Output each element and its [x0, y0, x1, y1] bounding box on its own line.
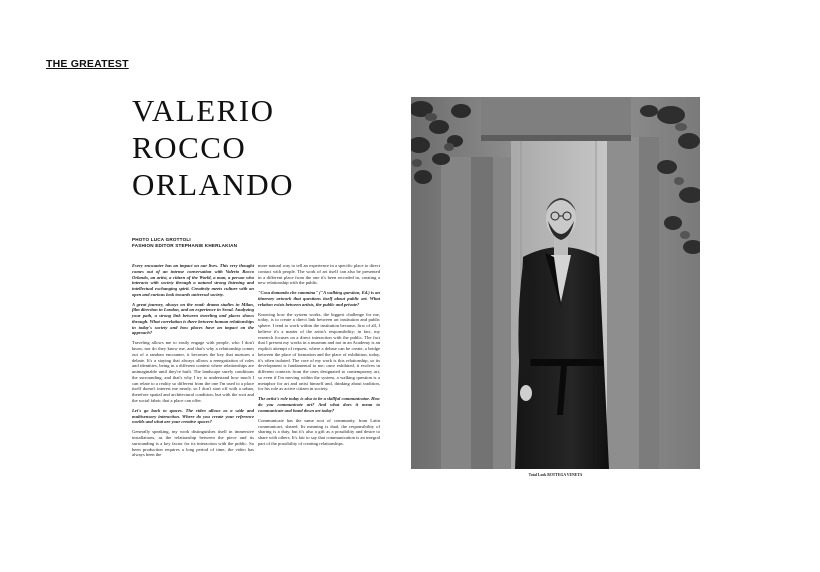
portrait-photo: [411, 97, 700, 469]
article-paragraph: Let's go back to spaces. The video allows as a wide and multisensory interaction. Where do you create your reference worlds and what are your creative spaces?: [132, 407, 254, 425]
article-column-left: [132, 263, 254, 462]
article-column-right: [258, 263, 380, 451]
photo-caption: Total Look BOTTEGA VENETA: [528, 473, 583, 477]
article-paragraph: Generally speaking, my work distinguishes itself in immersive installations, as the relationship between the piece and its surrounding is a key factor for its interaction with the public. So been production requires a long period of time; the video has always been the: [132, 429, 254, 458]
headline-line-2: ROCCO: [132, 130, 247, 165]
section-title: THE GREATEST: [46, 58, 129, 70]
article-paragraph: Every encounter has an impact on our lives. This very thought comes out of an intense conversation with Valerio Rocco Orlando, an artist, a citizen of the World, a man, a person who interacts with society through a natural strong listening and intellectual exchanging spirit. Creativity meets culture with an open and curious look towards universal society.: [132, 263, 254, 297]
headline-line-1: VALERIO: [132, 93, 275, 128]
headline-line-3: ORLANDO: [132, 167, 295, 202]
fashion-credit: FASHION EDITOR STEPHANIE KHERLAKIAN: [132, 243, 238, 249]
article-paragraph: Knowing how the system works, the biggest challenge for me, today, is to create a direct link between art institution and public sphere. I tend to work within the institution because, first of all, I believe it's a matter of the artist's responsibility; in fact, my research focuses on a direct interaction with the public. The fact that I present my works in a museum and not in an Academy is an explicit attempt of request, where a debate can be create, a bridge between the place of formation and the place of exhibition, today, it's often isolated. The core of my work is this relationship, so its development is fundamental to me; once exhibited, it evolves in different contexts from the ones designated to contemporary art, so even if I'm moving within the system, a walking question is a metaphor for art and artist himself and, thinking about tradition, for his role as active citizen in society.: [258, 311, 380, 392]
credits: [132, 237, 312, 249]
article-paragraph: A great journey, always on the road: drama studies in Milan, film direction in London, and an experience in Seoul. Analyzing your path, a strong link between traveling and places shows through. What correlation is there between human relationships in today's society and how places have an impact on the approach?: [132, 301, 254, 336]
article-paragraph: "Cosa domanda che cammina" ("A walking question, Ed.) is an itinerary artwork that questions itself about public art. What relation exists between artists, the public and private?: [258, 290, 380, 307]
headline: [132, 92, 312, 203]
article-paragraph: The artist's role today is also to be a skillful communicator. How do you communicate art? And what does it mean to communicate and hand down art today?: [258, 396, 380, 413]
article-paragraph: Communicate has the same root of community, from Latin communicari, shared. Its meaning is dual, the responsibility of sharing is a duty, but it's also a gift as a possibility and desire to share with others. It's fair to say that communication is an integral part of the possibility of creating relationships.: [258, 417, 380, 446]
article-paragraph: Traveling allows me to easily engage with people, who I don't know, nor do they know me, and that's why a relationship comes out of a random encounter, it becomes the key that nurtures a debate. It's a staying that always allows a renegotiation of roles and identities, being in a different context where relationships are unimaginable until they're built. The landscape surely conditions the surrounding, and that's why I try to understand how much I can relate to a reality so different from the one I'm used to a place itself doesn't interest me nearly, so I don't start off with a urban, therefore spatial and architectural condition, but with the root and the social fabric that a place can offer.: [132, 340, 254, 403]
portrait-photo-illustration: [411, 97, 700, 469]
article-paragraph: more natural way to tell an experience in a specific place to direct contact with people. The work of art itself can also be presented in a different place from the one it's been recorded in, creating a new relationship with the public.: [258, 263, 380, 286]
photo-credit: PHOTO LUCA GROTTOLI: [132, 237, 191, 242]
